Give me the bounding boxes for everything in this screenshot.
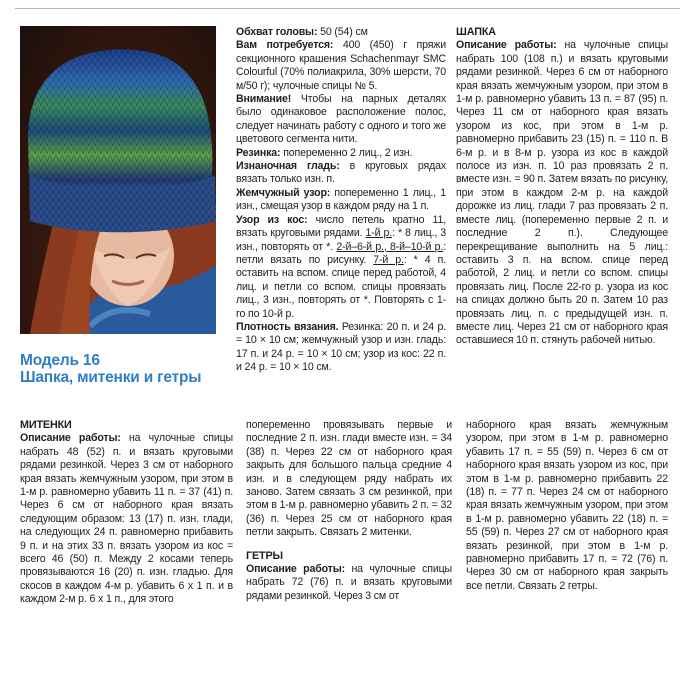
intro-text: 50 (54) см [317,26,368,38]
mittens-text: на чулочные спицы набрать 48 (52) п. и вязать круговыми рядами резинкой. Через 3 см от наборного края вязать жемчужным узором, при этом в 1-м р. равномерно убавить 11 п. = 37 (41) п. Через 6 см от наборного края вязать следующим образом: 13 (17) п. изн. глади, на следующих 24 п. равномерно прибавить 9 п. и на этих 33 п. вязать узором из кос = всего 46 (50) п. Между 2 косами теперь провязываются 16 (20) п. изн. гладью. Для скосов в каждом 4-м р. убавить 6 х 1 п. и в каждом 2-м р. 6 х 1 п., для этого [20,432,233,606]
mittens-continued-text: попеременно провязывать первые и последние 2 п. изн. глади вместе изн. = 34 (38) п. Через 22 см от наборного края закрыть для большого пальца средние 4 изн. и в следующем ряду набрать их заново. Затем связать 3 см резинкой, при этом в 1-м р. равномерно убавить 2 п. = 32 (36) п. Через 25 см от наборного края петли закрыть. Связать 2 митенки. [246,419,452,539]
intro-text: Чтобы на парных деталях было одинаковое расположение полос, следует начинать работу с одного и того же цветового сегмента нити. [236,93,446,146]
intro-paragraph [236,26,446,39]
hat-column [456,26,668,348]
row-ref: 7-й р. [373,253,404,266]
cable-text: число петель кратно 11, вязать круговыми рядами. [236,213,446,240]
density-text: Резинка: 20 п. и 24 р. = 10 × 10 см; жемчужный узор и изн. гладь: 17 п. и 24 р. = 10 × 10 см; узор из кос: 22 п. и 24 р. = 10 × 10 см. [236,320,446,374]
hat-photo-illustration [20,26,216,334]
mittens-label: Описание работы: [20,432,121,445]
intro-paragraph [236,160,446,187]
cable-pattern-paragraph [236,214,446,321]
intro-paragraph [236,187,446,214]
model-caption [20,352,225,386]
intro-label: Обхват головы: [236,26,318,38]
intro-label: Внимание! [236,93,292,106]
model-photo [20,26,216,334]
hat-paragraph [456,39,668,347]
hat-text: на чулочные спицы набрать 100 (108 п.) и вязать круговыми рядами резинкой. Через 6 см от наборного края вязать жемчужным узором, при этом в 1-м р. равномерно убавить 13 п. = 87 (95) п. Через 11 см от наборного края вязать узором из кос, при этом в 1-м р. равномерно прибавить 23 (15) п. = 110 п. В 6-м р. и в 8-м р. узора из кос в каждой полосе из изн. п. 10 раз провязать 2 п. вместе изн. = 90 п. Затем вязать по рисунку, при этом в каждом 2-м р. на каждой дорожке из лиц. глади 7 раз провязать 2 п. вместе лиц. (попеременно первые 2 п. и последние 2 п.). Следующее перекрещивание выполнить на 5 лиц.: оставить 3 п. на вспом. спице перед работой, 2 лиц. и петли со вспом. спицы провязать лиц. После 22-го р. узора из кос на спицах должно быть 20 п. Затем 10 раз провязать лиц. п. с предыдущей изн. п. вместе лиц. Через 21 см от наборного края оставшиеся 10 п. стянуть рабочей нитью. [456,39,668,347]
intro-label: Резинка: [236,146,281,159]
model-title: Шапка, митенки и гетры [20,369,202,386]
cable-text: : петли вязать по рисунку. [236,240,446,266]
intro-paragraph [236,93,446,147]
materials-column [236,26,446,375]
gaiters-continued-text: наборного края вязать жемчужным узором, при этом в 1-м р. равномерно убавить 17 п. = 55 (59) п. Через 6 см от наборного края вязать узором из кос, при этом в 1-м р. равномерно прибавить 22 (18) п. = 77 п. Через 24 см от наборного края вязать жемчужным узором, при этом в 1-м р. равномерно убавить 22 (18) п. = 55 (59) п. Через 27 см от наборного края вязать резинкой, при этом в 1-м р. равномерно прибавить 17 п. = 72 (76) п. Через 30 см от наборного края закрыть все петли. Связать 2 гетры. [466,419,668,592]
row-ref: 1-й р. [365,227,393,240]
intro-text: в круговых рядах вязать только изн. п. [236,160,446,186]
intro-paragraph [236,39,446,93]
model-number: Модель 16 [20,352,100,369]
mittens-column [20,419,233,607]
gaiters-label: Описание работы: [246,563,345,576]
intro-label: Жемчужный узор: [236,186,331,199]
intro-text: 400 (450) г пряжи секционного крашения Schachenmayr SMC Colourful (70% полиакрила, 30% шерсти, 70 м/50 г); чулочные спицы № 5. [236,39,446,92]
mittens-continued-column [246,419,452,603]
hat-section-title: ШАПКА [456,26,496,38]
hat-label: Описание работы: [456,39,557,52]
gaiters-continued-column [466,419,668,593]
cable-text: : * 4 п. оставить на вспом. спице перед работой, 4 лиц. и петли со вспом. спицы провязать лиц., 3 изн., повторять от *. Повторять с 1-го по 10-й р. [236,253,446,320]
intro-paragraph [236,147,446,160]
cable-text: : * 8 лиц., 3 изн., повторять от *. [236,227,446,253]
gaiters-text: на чулочные спицы набрать 72 (76) п. и вязать круговыми рядами резинкой. Через 3 см от [246,563,452,602]
gaiters-paragraph [246,563,452,603]
top-rule [15,8,680,9]
mittens-section-title: МИТЕНКИ [20,419,72,431]
gaiters-section-title: ГЕТРЫ [246,549,283,562]
density-label: Плотность вязания. [236,320,339,333]
cable-label: Узор из кос: [236,213,308,226]
mittens-paragraph [20,432,233,606]
row-ref: 2-й–6-й р., 8-й–10-й р. [336,240,444,253]
intro-text: попеременно 1 лиц., 1 изн., смещая узор в каждом ряду на 1 п. [236,186,446,213]
intro-label: Вам потребуется: [236,39,334,52]
intro-label: Изнаночная гладь: [236,160,340,173]
intro-text: попеременно 2 лиц., 2 изн. [280,146,413,159]
density-paragraph [236,321,446,375]
